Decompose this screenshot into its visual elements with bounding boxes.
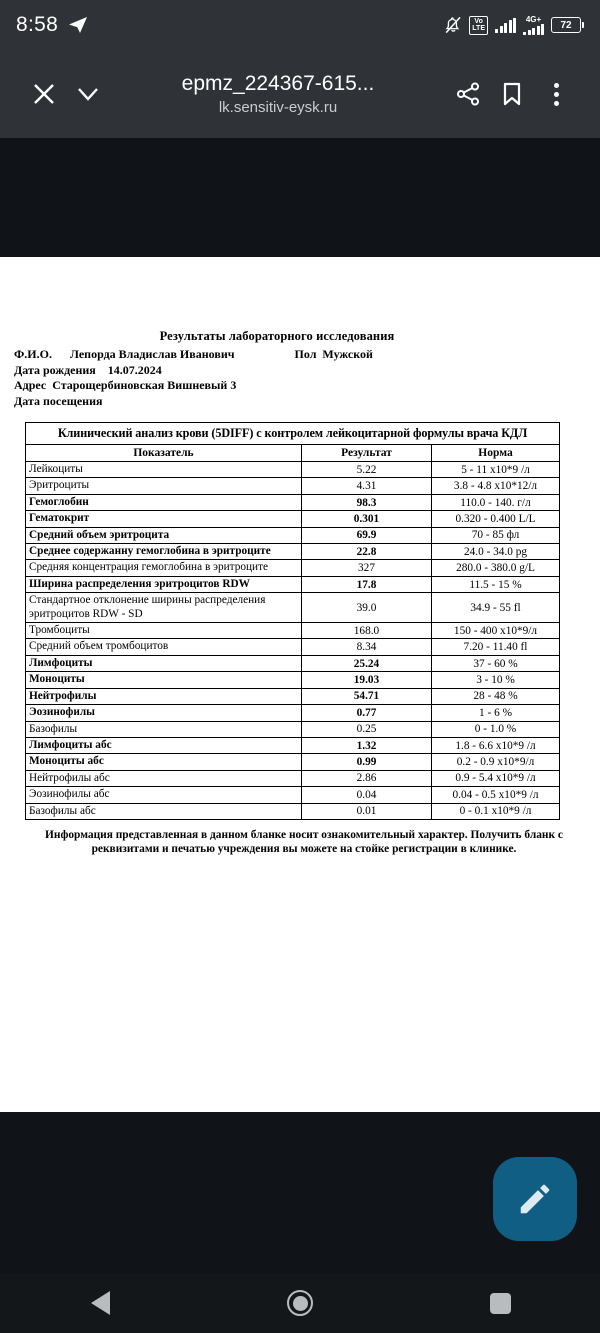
cell-indicator: Гематокрит [26, 511, 302, 527]
cell-result: 1.32 [302, 737, 432, 753]
close-button[interactable] [22, 72, 66, 116]
cell-norm: 1.8 - 6.6 x10*9 /л [432, 737, 560, 753]
table-row [26, 770, 560, 786]
cell-result: 19.03 [302, 672, 432, 688]
cell-result: 327 [302, 560, 432, 576]
close-icon [31, 81, 57, 107]
visit-date-line: Дата посещения [14, 393, 103, 408]
cell-norm: 110.0 - 140. г/л [432, 494, 560, 510]
cell-indicator: Среднее содержанну гемоглобина в эритроците [26, 544, 302, 560]
patient-name-line: Ф.И.О. Лепорда Владислав Иванович Пол Мужской [14, 347, 373, 361]
cell-indicator: Лимфоциты абс [26, 737, 302, 753]
cell-result: 0.99 [302, 754, 432, 770]
cell-result: 98.3 [302, 494, 432, 510]
nav-back-button[interactable] [60, 1273, 140, 1333]
column-header-indicator: Показатель [26, 445, 302, 462]
table-row [26, 721, 560, 737]
nav-home-button[interactable] [260, 1273, 340, 1333]
page-url: lk.sensitiv-eysk.ru [218, 99, 338, 116]
status-bar [0, 0, 600, 50]
cell-indicator: Эозинофилы абс [26, 787, 302, 803]
cell-indicator: Базофилы [26, 721, 302, 737]
battery-indicator [551, 17, 584, 33]
cell-indicator: Нейтрофилы абс [26, 770, 302, 786]
document-title: Результаты лабораторного исследования [159, 329, 395, 343]
status-bar-right [445, 16, 584, 35]
signal-bars-primary [495, 18, 516, 33]
edit-fab-button[interactable] [493, 1157, 577, 1241]
cell-indicator: Моноциты абс [26, 754, 302, 770]
cell-indicator: Средняя концентрация гемоглобина в эритроците [26, 560, 302, 576]
table-row [26, 623, 560, 639]
cell-indicator: Тромбоциты [26, 623, 302, 639]
cell-norm: 11.5 - 15 % [432, 576, 560, 592]
status-bar-left [16, 13, 88, 37]
birth-date-line: Дата рождения 14.07.2024 [14, 362, 162, 377]
cell-norm: 3.8 - 4.8 x10*12/л [432, 478, 560, 494]
table-row [26, 705, 560, 721]
overflow-menu-icon [554, 83, 559, 106]
table-row [26, 462, 560, 478]
table-row [26, 560, 560, 576]
cell-norm: 70 - 85 фл [432, 527, 560, 543]
cell-indicator: Гемоглобин [26, 494, 302, 510]
cell-indicator: Эозинофилы [26, 705, 302, 721]
cell-norm: 150 - 400 x10*9/л [432, 623, 560, 639]
network-type-indicator: 4G+ [523, 16, 544, 35]
cell-norm: 34.9 - 55 fl [432, 593, 560, 623]
cell-result: 4.31 [302, 478, 432, 494]
cell-result: 0.01 [302, 803, 432, 819]
share-icon [455, 81, 481, 107]
cell-norm: 3 - 10 % [432, 672, 560, 688]
cell-result: 0.77 [302, 705, 432, 721]
cell-norm: 0.9 - 5.4 x10*9 /л [432, 770, 560, 786]
cell-indicator: Лейкоциты [26, 462, 302, 478]
cell-result: 25.24 [302, 655, 432, 671]
cell-norm: 280.0 - 380.0 g/L [432, 560, 560, 576]
table-row [26, 544, 560, 560]
cell-result: 39.0 [302, 593, 432, 623]
table-row [26, 511, 560, 527]
document-content [0, 257, 600, 857]
cell-indicator: Стандартное отклонение ширины распределения эритроцитов RDW - SD [26, 593, 302, 623]
signal-bars-secondary [523, 24, 544, 35]
column-header-norm: Норма [432, 445, 560, 462]
browser-toolbar [0, 50, 600, 138]
download-button[interactable] [66, 72, 110, 116]
table-row [26, 576, 560, 592]
share-button[interactable] [446, 72, 490, 116]
table-row [26, 527, 560, 543]
bookmark-icon [500, 81, 524, 107]
cell-indicator: Нейтрофилы [26, 688, 302, 704]
cell-result: 17.8 [302, 576, 432, 592]
address-line: Адрес Старощербиновская Вишневый 3 [14, 378, 237, 392]
cell-result: 2.86 [302, 770, 432, 786]
table-header-row [26, 445, 560, 462]
table-row [26, 639, 560, 655]
volte-indicator: Vo LTE [469, 16, 488, 35]
table-row [26, 754, 560, 770]
cell-norm: 0 - 0.1 x10*9 /л [432, 803, 560, 819]
back-triangle-icon [91, 1291, 110, 1315]
disclaimer-note: Информация представленная в данном бланке носит ознакомительный характер. Получить бланк с реквизитами и печатью учреждения вы можете на стойке регистрации в клинике. [45, 828, 563, 856]
cell-norm: 28 - 48 % [432, 688, 560, 704]
overflow-menu-button[interactable] [534, 72, 578, 116]
status-time: 8:58 [16, 13, 59, 36]
nav-recents-button[interactable] [460, 1273, 540, 1333]
cell-indicator: Лимфоциты [26, 655, 302, 671]
lab-table-body [26, 423, 560, 820]
table-row [26, 494, 560, 510]
recents-square-icon [490, 1293, 511, 1314]
cell-indicator: Средний объем эритроцита [26, 527, 302, 543]
chevron-down-icon [74, 81, 102, 107]
cell-norm: 0.320 - 0.400 L/L [432, 511, 560, 527]
lab-results-table [25, 422, 560, 820]
cell-norm: 0 - 1.0 % [432, 721, 560, 737]
home-circle-icon [287, 1290, 313, 1316]
cell-result: 54.71 [302, 688, 432, 704]
document-page [0, 257, 600, 1112]
column-header-result: Результат [302, 445, 432, 462]
table-row [26, 787, 560, 803]
battery-level: 72 [551, 17, 581, 33]
table-row [26, 737, 560, 753]
cell-result: 8.34 [302, 639, 432, 655]
edit-pencil-icon [516, 1180, 554, 1218]
cell-norm: 37 - 60 % [432, 655, 560, 671]
cell-result: 5.22 [302, 462, 432, 478]
table-row [26, 655, 560, 671]
cell-norm: 24.0 - 34.0 pg [432, 544, 560, 560]
tab-title: epmz_224367-615... [181, 72, 375, 95]
cell-norm: 1 - 6 % [432, 705, 560, 721]
table-row [26, 478, 560, 494]
cell-indicator: Базофилы абс [26, 803, 302, 819]
telegram-send-icon [68, 16, 88, 34]
table-row [26, 803, 560, 819]
cell-norm: 0.04 - 0.5 x10*9 /л [432, 787, 560, 803]
pdf-viewer[interactable] [0, 138, 600, 1333]
cell-indicator: Ширина распределения эритроцитов RDW [26, 576, 302, 592]
address-bar[interactable] [110, 72, 446, 116]
table-row [26, 593, 560, 623]
cell-norm: 0.2 - 0.9 x10*9/л [432, 754, 560, 770]
cell-result: 168.0 [302, 623, 432, 639]
table-row [26, 688, 560, 704]
android-nav-bar [0, 1273, 600, 1333]
cell-norm: 5 - 11 x10*9 /л [432, 462, 560, 478]
battery-tip [582, 22, 584, 28]
cell-norm: 7.20 - 11.40 fl [432, 639, 560, 655]
cell-result: 69.9 [302, 527, 432, 543]
cell-result: 22.8 [302, 544, 432, 560]
cell-result: 0.04 [302, 787, 432, 803]
cell-indicator: Средний объем тромбоцитов [26, 639, 302, 655]
table-caption: Клинический анализ крови (5DIFF) с контролем лейкоцитарной формулы врача КДЛ [26, 423, 560, 445]
table-row [26, 672, 560, 688]
cell-indicator: Моноциты [26, 672, 302, 688]
cell-result: 0.25 [302, 721, 432, 737]
cell-result: 0.301 [302, 511, 432, 527]
cell-indicator: Эритроциты [26, 478, 302, 494]
bookmark-button[interactable] [490, 72, 534, 116]
bell-muted-icon [445, 16, 462, 34]
table-caption-row [26, 423, 560, 445]
